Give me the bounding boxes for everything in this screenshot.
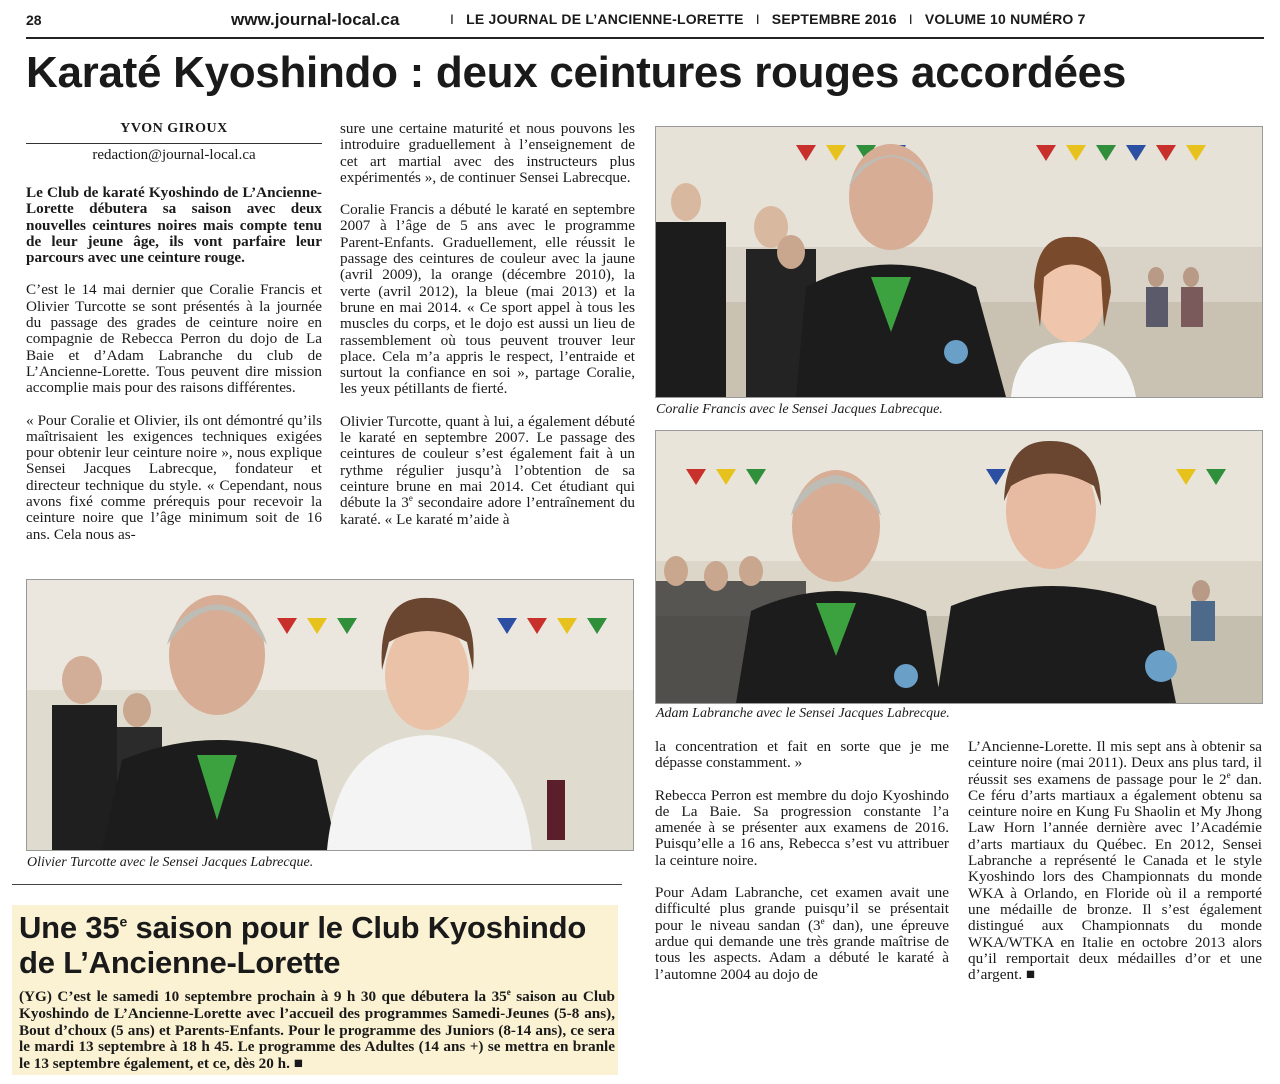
paragraph: Rebecca Perron est membre du dojo Kyoshindo de La Baie. Sa progression constante l’a amenée à se présenter aux examens de 2016. Puisqu’elle a 16 ans, Rebecca s’est vu attribuer la ceinture noire. bbox=[655, 786, 949, 869]
photo-coralie-image bbox=[656, 127, 1262, 397]
section-rule bbox=[12, 884, 622, 885]
paragraph-text: Olivier Turcotte, quant à lui, a également débuté le karaté en septembre 2007. Le passage des ceintures de couleur s’est également fait à un rythme régulier jusqu’à l’obtention de sa ceinture brune en mai 2014. Cet étudiant qui débute la 3 bbox=[340, 412, 635, 512]
sidebar-title-text: Une 35 bbox=[19, 910, 120, 945]
photo-coralie bbox=[655, 126, 1263, 398]
article-lead: Le Club de karaté Kyoshindo de L’Ancienne-Lorette débutera sa saison avec deux nouvelles ceintures noires mais compte tenu de leur jeune âge, ils vont parfaire leur parcours avec une ceinture rouge. bbox=[26, 184, 322, 267]
column-2 bbox=[340, 121, 635, 544]
paragraph: « Pour Coralie et Olivier, ils ont démontré qu’ils maîtrisaient les exigences techniques exigées pour obtenir leur ceinture noire », nous explique Sensei Jacques Labrecque, fondateur et directeur technique du style. « Cependant, nous avons fixé comme prérequis pour recevoir la ceinture noire que l’âge minimum soit de 16 ans. Cela nous as- bbox=[26, 411, 322, 543]
website-link[interactable]: www.journal-local.ca bbox=[231, 10, 400, 29]
superscript: e bbox=[506, 986, 511, 997]
header-separator: I bbox=[755, 11, 760, 27]
photo-adam-caption: Adam Labranche avec le Sensei Jacques Labrecque. bbox=[656, 706, 950, 721]
paragraph: Coralie Francis a débuté le karaté en septembre 2007 à l’âge de 5 ans avec le programme Parent-Enfants. Graduellement, elle réussit le passage des ceintures de couleur avec la jaune (avril 2009), la orange (décembre 2010), la verte (avril 2012), la bleue (mai 2013) et la brune en mai 2014. « Ce sport appel à tous les muscles du corps, et le dojo est aussi un lieu de rassemblement où tous peuvent trouver leur place. Cela m’a appris le respect, l’entraide et surtout la confiance en soi », partage Coralie, les yeux pétillants de fierté. bbox=[340, 201, 635, 398]
paragraph bbox=[340, 414, 635, 528]
header-separator: I bbox=[908, 11, 913, 27]
photo-olivier bbox=[26, 579, 634, 851]
end-mark: ■ bbox=[293, 1055, 303, 1073]
sidebar-title-text: saison pour le Club Kyoshindo de L’Ancienne-Lorette bbox=[19, 910, 587, 980]
column-3 bbox=[655, 739, 949, 999]
journal-name: LE JOURNAL DE L’ANCIENNE-LORETTE bbox=[466, 11, 744, 27]
byline-rule bbox=[26, 143, 322, 144]
superscript: e bbox=[408, 493, 413, 504]
sidebar-box bbox=[12, 905, 618, 1075]
superscript: e bbox=[119, 913, 128, 930]
paragraph bbox=[968, 739, 1262, 983]
superscript: e bbox=[820, 915, 825, 926]
column-4 bbox=[968, 739, 1262, 999]
sidebar-title bbox=[19, 910, 609, 980]
superscript: e bbox=[1226, 769, 1231, 780]
author-email[interactable]: redaction@journal-local.ca bbox=[92, 147, 256, 163]
photo-olivier-caption: Olivier Turcotte avec le Sensei Jacques Labrecque. bbox=[27, 855, 314, 870]
article-headline: Karaté Kyoshindo : deux ceintures rouges accordées bbox=[26, 48, 1127, 97]
paragraph-text: dan), une épreuve ardue qui demande une très grande maîtrise de tous les aspects. Adam a débuté le karaté à l’automne 2004 au dojo de bbox=[655, 916, 950, 983]
header-rule bbox=[26, 37, 1264, 39]
header-info bbox=[438, 11, 1086, 27]
paragraph-text: L’Ancienne-Lorette. Il mis sept ans à obtenir sa ceinture noire (mai 2011). Deux ans plus tard, il réussit ses examens de passage pour le 2 bbox=[968, 738, 1262, 788]
paragraph-text: secondaire adore l’entraînement du karaté. « Le karaté m’aide à bbox=[340, 494, 635, 528]
paragraph bbox=[655, 885, 949, 983]
page-header bbox=[26, 10, 1266, 32]
sidebar-text-part: saison au Club Kyoshindo de L’Ancienne-Lorette avec l’accueil des programmes Samedi-Jeunes (5-8 ans), Bout d’choux (5 ans) et Parents-Enfants. Pour le programme des Juniors (8-14 ans), ce sera le mardi 13 septembre à 18 h 45. Le programme des Adultes (14 ans +) se mettra en branle le 13 septembre également, et ce, dès 20 h. bbox=[19, 988, 615, 1073]
page-number: 28 bbox=[26, 12, 42, 28]
paragraph: la concentration et fait en sorte que je me dépasse constamment. » bbox=[655, 738, 949, 772]
paragraph: C’est le 14 mai dernier que Coralie Francis et Olivier Turcotte se sont présentés à la journée du passage des grades de ceinture noire en compagnie de Rebecca Perron du dojo de La Baie et d’Adam Labranche du club de L’Ancienne-Lorette. Tous peuvent dire mission accomplie mais pour des raisons différentes. bbox=[26, 281, 322, 397]
issue-date: SEPTEMBRE 2016 bbox=[771, 11, 897, 27]
sidebar-text-part: (YG) C’est le samedi 10 septembre prochain à 9 h 30 que débutera la 35 bbox=[19, 988, 507, 1005]
photo-adam-image bbox=[656, 431, 1262, 703]
column-1 bbox=[26, 185, 322, 559]
paragraph-text: Pour Adam Labranche, cet examen avait une difficulté plus grande puisqu’il se présentait pour le niveau sandan (3 bbox=[655, 884, 949, 934]
sidebar-text bbox=[19, 986, 615, 1073]
author-name: YVON GIROUX bbox=[120, 121, 228, 136]
photo-adam bbox=[655, 430, 1263, 704]
end-mark: ■ bbox=[1025, 966, 1036, 984]
photo-coralie-caption: Coralie Francis avec le Sensei Jacques Labrecque. bbox=[656, 402, 943, 417]
header-separator: I bbox=[450, 11, 455, 27]
paragraph: sure une certaine maturité et nous pouvons les introduire graduellement à l’enseignement de cet art martial avec des instructeurs plus expérimentés », de continuer Sensei Labrecque. bbox=[340, 120, 635, 186]
volume-number: VOLUME 10 NUMÉRO 7 bbox=[924, 11, 1086, 27]
paragraph-text: dan. Ce féru d’arts martiaux a également obtenu sa ceinture noire en Kung Fu Shaolin et My Jhong Law Horn l’année dernière avec l’Académie d’arts martiaux du Québec. En 2012, Sensei Labranche a représenté le Canada et le style Kyoshindo lors des Championnats du monde WKA à Orlando, en Floride où il a remporté une médaille de bronze. Il s’est également distingué aux Championnats du monde WKA/WTKA en Italie en octobre 2013 alors qu’il remportait deux médailles d’or et une d’argent. bbox=[968, 770, 1262, 984]
photo-olivier-image bbox=[27, 580, 633, 850]
